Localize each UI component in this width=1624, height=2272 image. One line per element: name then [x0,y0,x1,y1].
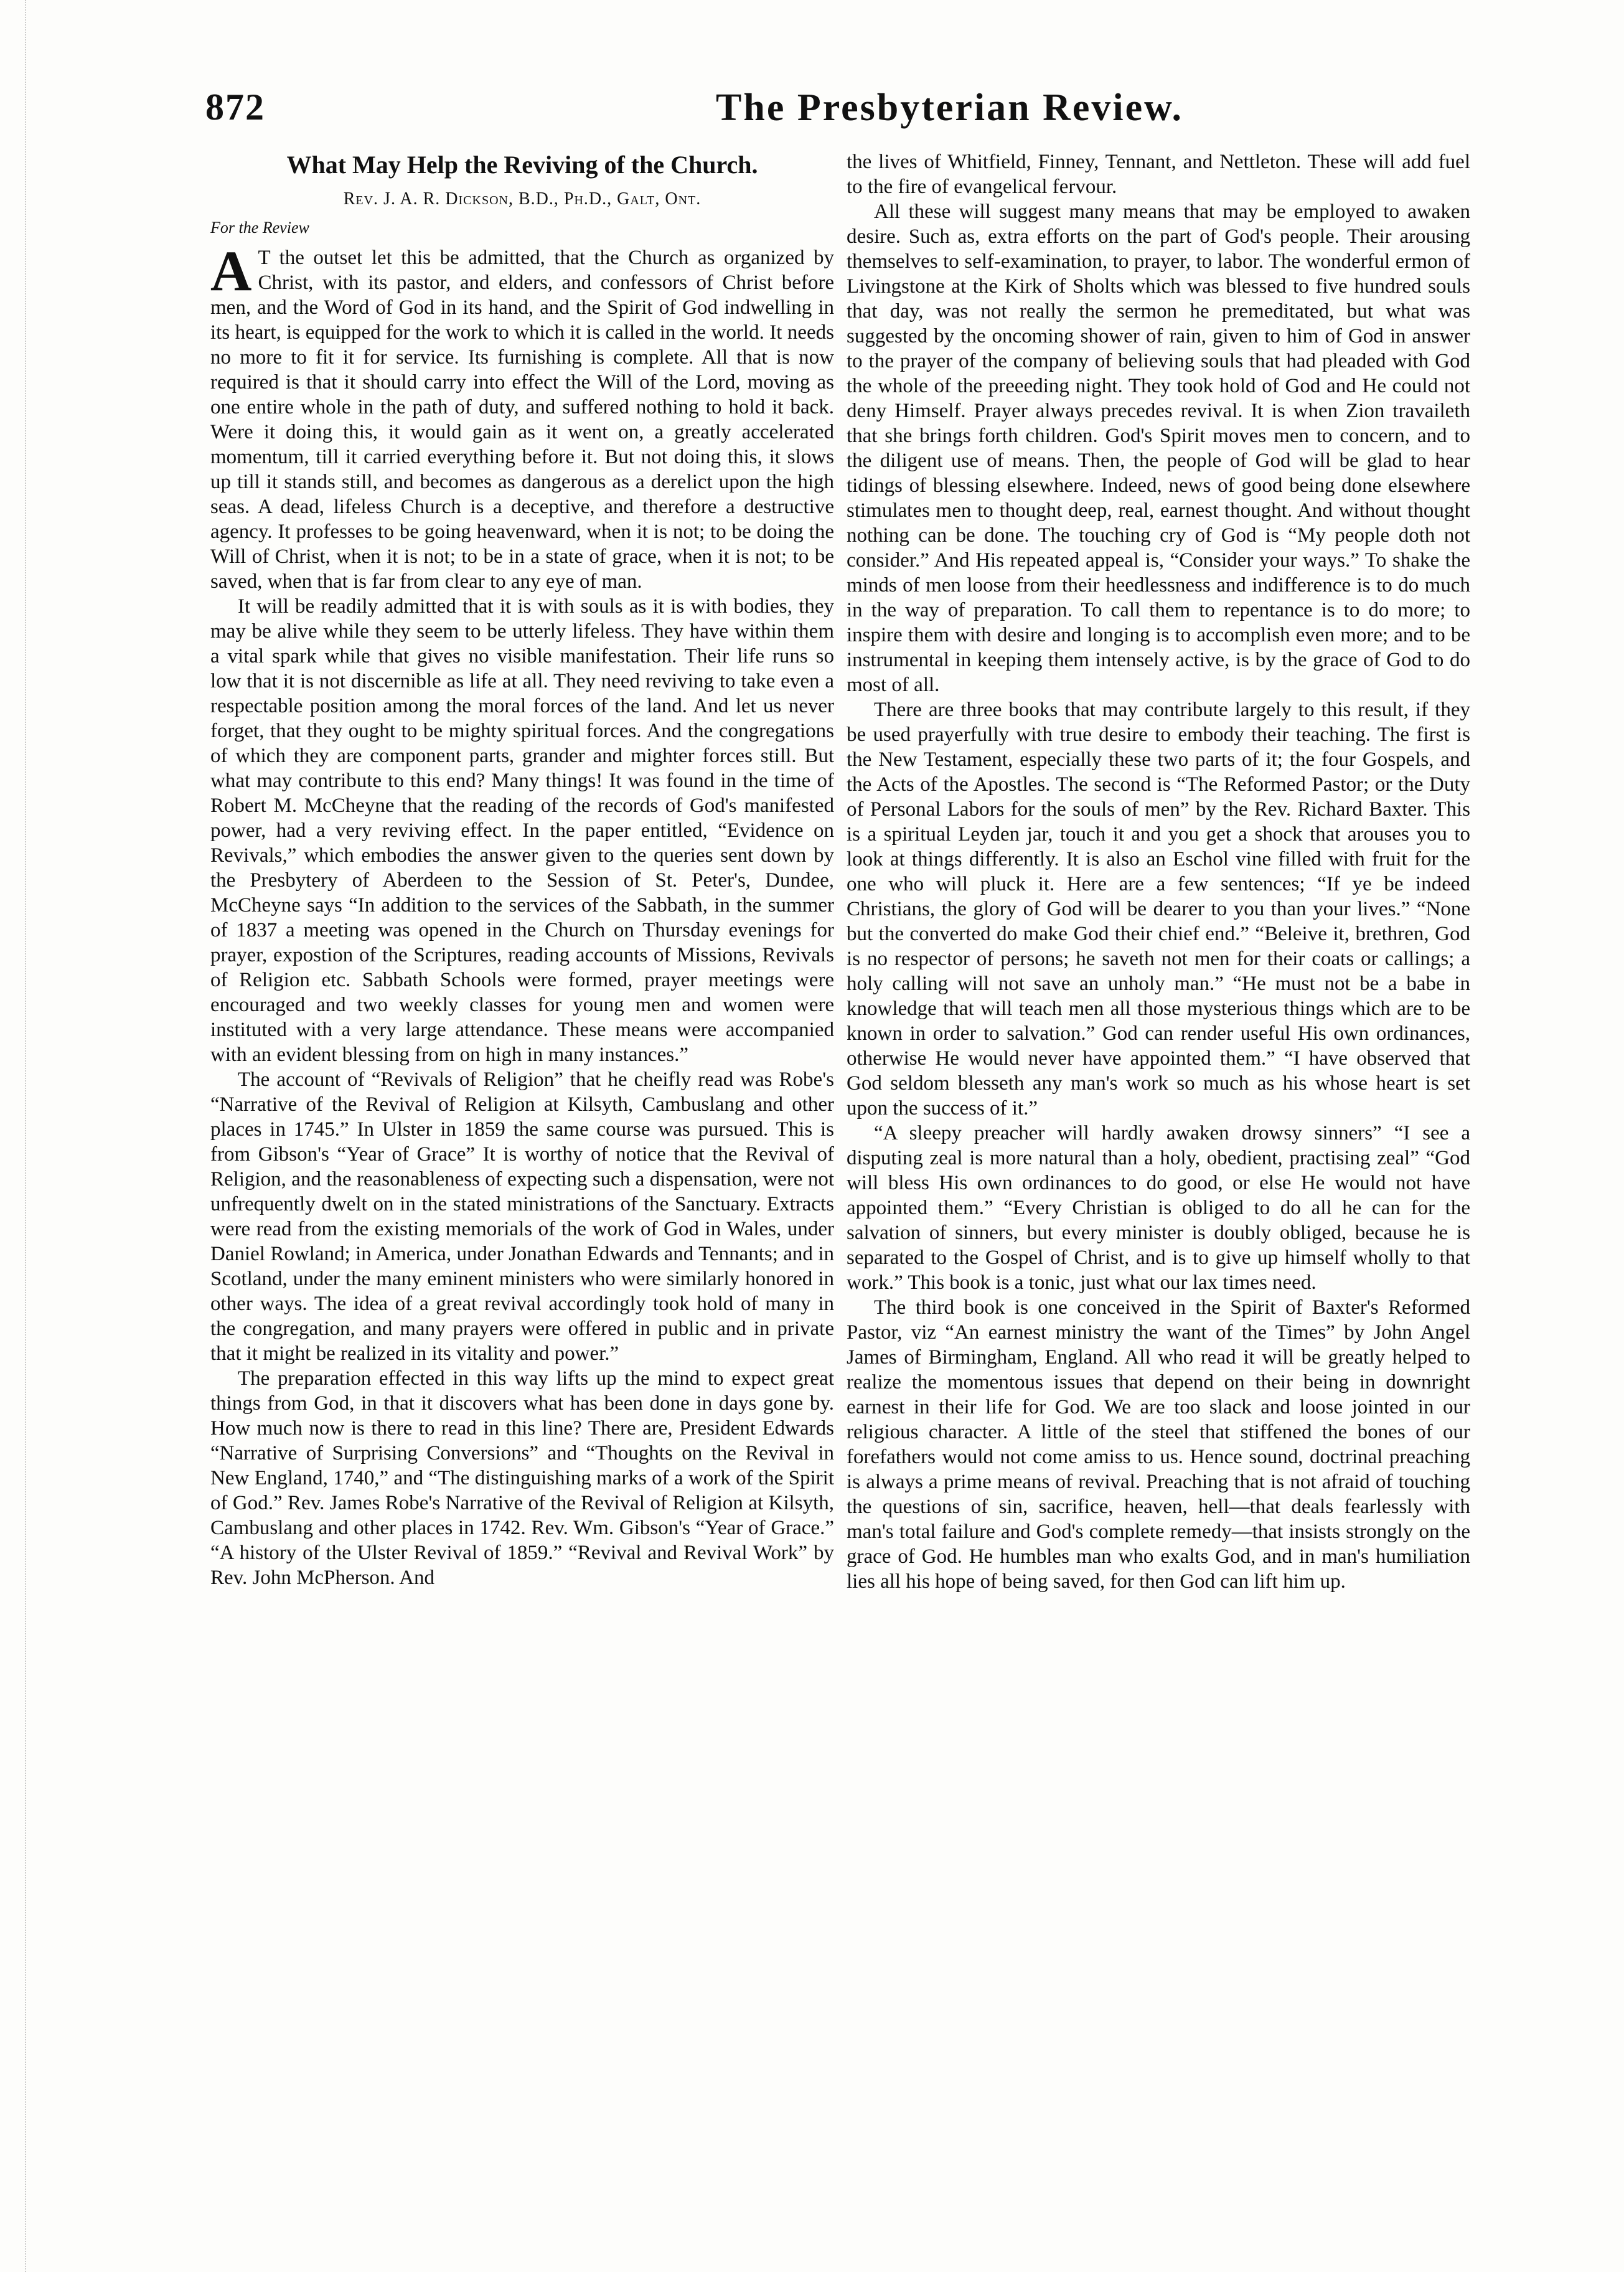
article-for-line: For the Review [210,219,309,237]
paragraph: The preparation effected in this way lifts up the mind to expect great things from God, in that it discovers what has been done in days gone by. How much now is there to read in this line? There are, President Edwards “Narrative of Surprising Conversions” and “Thoughts on the Revival in New England, 1740,” and “The distinguishing marks of a work of the Spirit of God.” Rev. James Robe's Narrative of the Revival of Religion at Kilsyth, Cambuslang and other places in 1742. Rev. Wm. Gibson's “Year of Grace.” “A history of the Ulster Revival of 1859.” “Revival and Revival Work” by Rev. John McPherson. And [210,1367,834,1589]
paragraph: The account of “Revivals of Religion” that he cheifly read was Robe's “Narrative of the Revival of Religion at Kilsyth, Cambuslang and other places in 1745.” In Ulster in 1859 the same course was pursued. This is from Gibson's “Year of Grace” It is worthy of notice that the Revival of Religion, and the reasonableness of expecting such a dispensation, were not unfrequently dwelt on in the stated ministrations of the Sanctuary. Extracts were read from the existing memorials of the work of God in Wales, under Daniel Rowland; in America, under Jonathan Edwards and Tennants; and in Scotland, under the many eminent ministers who were similarly honored in other ways. The idea of a great revival accordingly took hold of many in the congregation, and many prayers were offered in public and in private that it might be realized in its vitality and power.” [210,1068,834,1365]
paragraph: There are three books that may contribute largely to this result, if they be used prayerfully with true desire to embody their teaching. The first is the New Testament, especially these two parts of it; the four Gospels, and the Acts of the Apostles. The second is “The Reformed Pastor; or the Duty of Personal Labors for the souls of men” by the Rev. Richard Baxter. This is a spiritual Leyden jar, touch it and you get a shock that arouses you to look at things differently. It is also an Eschol vine filled with fruit for the one who will pluck it. Here are a few sentences; “If ye be indeed Christians, the glory of God will be dearer to you than your lives.” “None but the converted do make God their chief end.” “Beleive it, brethren, God is no respector of persons; he saveth not men for their coats or callings; a holy calling will not save an unholy man.” “He must not be a babe in knowledge that will teach men all those mysterious things which are to be known in order to salvation.” God can render useful His own ordinances, otherwise He would never have appointed them.” “I have observed that God seldom blesseth any man's work so much as his whose heart is set upon the success of it.” [847,699,1470,1120]
paragraph: It will be readily admitted that it is with souls as it is with bodies, they may be alive while they seem to be utterly lifeless. They have within them a vital spark while that gives no visible manifestation. Their life runs so low that it is not discernible as life at all. They need reviving to take even a respectable position among the moral forces of the land. And let us never forget, that they ought to be mighty spiritual forces. And the congregations of which they are component parts, grander and mighter forces still. But what may contribute to this end? Many things! It was found in the time of Robert M. McCheyne that the reading of the records of God's manifested power, had a very reviving effect. In the paper entitled, “Evidence on Revivals,” which embodies the answer given to the queries sent down by the Presbytery of Aberdeen to the Session of St. Peter's, Dundee, McCheyne says “In addition to the services of the Sabbath, in the summer of 1837 a meeting was opened in the Church on Thursday evenings for prayer, expostion of the Scriptures, reading accounts of Missions, Revivals of Religion etc. Sabbath Schools were formed, prayer meetings were encouraged and two weekly classes for young men and women were instituted with a very large attendance. These means were accompanied with an evident blessing from on high in many instances.” [210,595,834,1066]
paragraph: The third book is one conceived in the Spirit of Baxter's Reformed Pastor, viz “An earnest ministry the want of the Times” by John Angel James of Birmingham, England. All who read it will be greatly helped to realize the momentous issues that depend on their being in downright earnest in their life for God. We are too slack and loose jointed in our religious character. A little of the steel that stiffened the bones of our forefathers would not come amiss to us. Hence sound, doctrinal preaching is always a prime means of revival. Preaching that is not afraid of touching the questions of sin, sacrifice, heaven, hell—that deals fearlessly with man's total failure and God's complete remedy—that insists strongly on the grace of God. He humbles man who exalts God, and in man's humiliation lies all his hope of being saved, for then God can lift him up. [847,1296,1470,1593]
paragraph [210,239,834,594]
binding-edge-marks [25,0,39,2272]
paragraph: “A sleepy preacher will hardly awaken drowsy sinners” “I see a disputing zeal is more natural than a holy, obedient, practising zeal” “God will bless His own ordinances to do good, or else He would not have appointed them.” “Every Christian is obliged to do all he can for the salvation of sinners, but every minister is doubly obliged, because he is separated to the Gospel of Christ, and is to give up himself wholly to that work.” This book is a tonic, just what our lax times need. [847,1122,1470,1294]
article-byline: Rev. J. A. R. Dickson, B.D., Ph.D., Galt, Ont. [343,189,702,209]
right-column [847,149,1470,1594]
article-title: What May Help the Reviving of the Church. [286,151,758,179]
drop-cap: A [210,239,252,303]
paragraph-text: T the outset let this be admitted, that the Church as organized by Christ, with its pastor, and elders, and confessors of Christ before men, and the Word of God in its hand, and the Spirit of God indwelling in its heart, is equipped for the work to which it is called in the world. It needs no more to fit it for service. Its furnishing is complete. All that is now required is that it should carry into effect the Will of the Lord, moving as one entire whole in the path of duty, and suffered nothing to hold it back. Were it doing this, it would gain as it went on, a greatly accelerated momentum, till it carried everything before it. But not doing this, it slows up till it stands still, and becomes as dangerous as a derelict upon the high seas. A dead, lifeless Church is a deceptive, and therefore a destructive agency. It professes to be going heavenward, when it is not; to be doing the Will of Christ, when it is not; to be in a state of grace, when it is not; to be saved, when that is far from clear to any eye of man. [210,247,834,593]
left-column [210,149,834,1590]
paragraph: the lives of Whitfield, Finney, Tennant, and Nettleton. These will add fuel to the fire of evangelical fervour. [847,151,1470,198]
page-header [205,86,1600,154]
journal-title: The Presbyterian Review. [716,87,1184,129]
page-number: 872 [205,87,265,128]
paragraph: All these will suggest many means that may be employed to awaken desire. Such as, extra efforts on the part of God's people. Their arousing themselves to self-examination, to prayer, to labor. The wonderful ermon of Livingstone at the Kirk of Sholts which was blessed to five hundred souls that day, was not really the sermon he premeditated, but what was suggested by the oncoming shower of rain, given to him of God in answer to the prayer of the company of believing souls that had pleaded with God the whole of the preeeding night. They took hold of God and He could not deny Himself. Prayer always precedes revival. It is when Zion travaileth that she brings forth children. God's Spirit moves men to concern, and to the diligent use of means. Then, the people of God will be glad to hear tidings of blessing elsewhere. Indeed, news of good being done elsewhere stimulates men to thought deep, real, earnest thought. And without thought nothing can be done. The touching cry of God is “My people doth not consider.” And His repeated appeal is, “Consider your ways.” To shake the minds of men loose from their heedlessness and indifference is to do much in the way of preparation. To call them to repentance is to do more; to inspire them with desire and longing is to accomplish even more; and to be instrumental in keeping them intensely active, is by the grace of God to do most of all. [847,200,1470,696]
